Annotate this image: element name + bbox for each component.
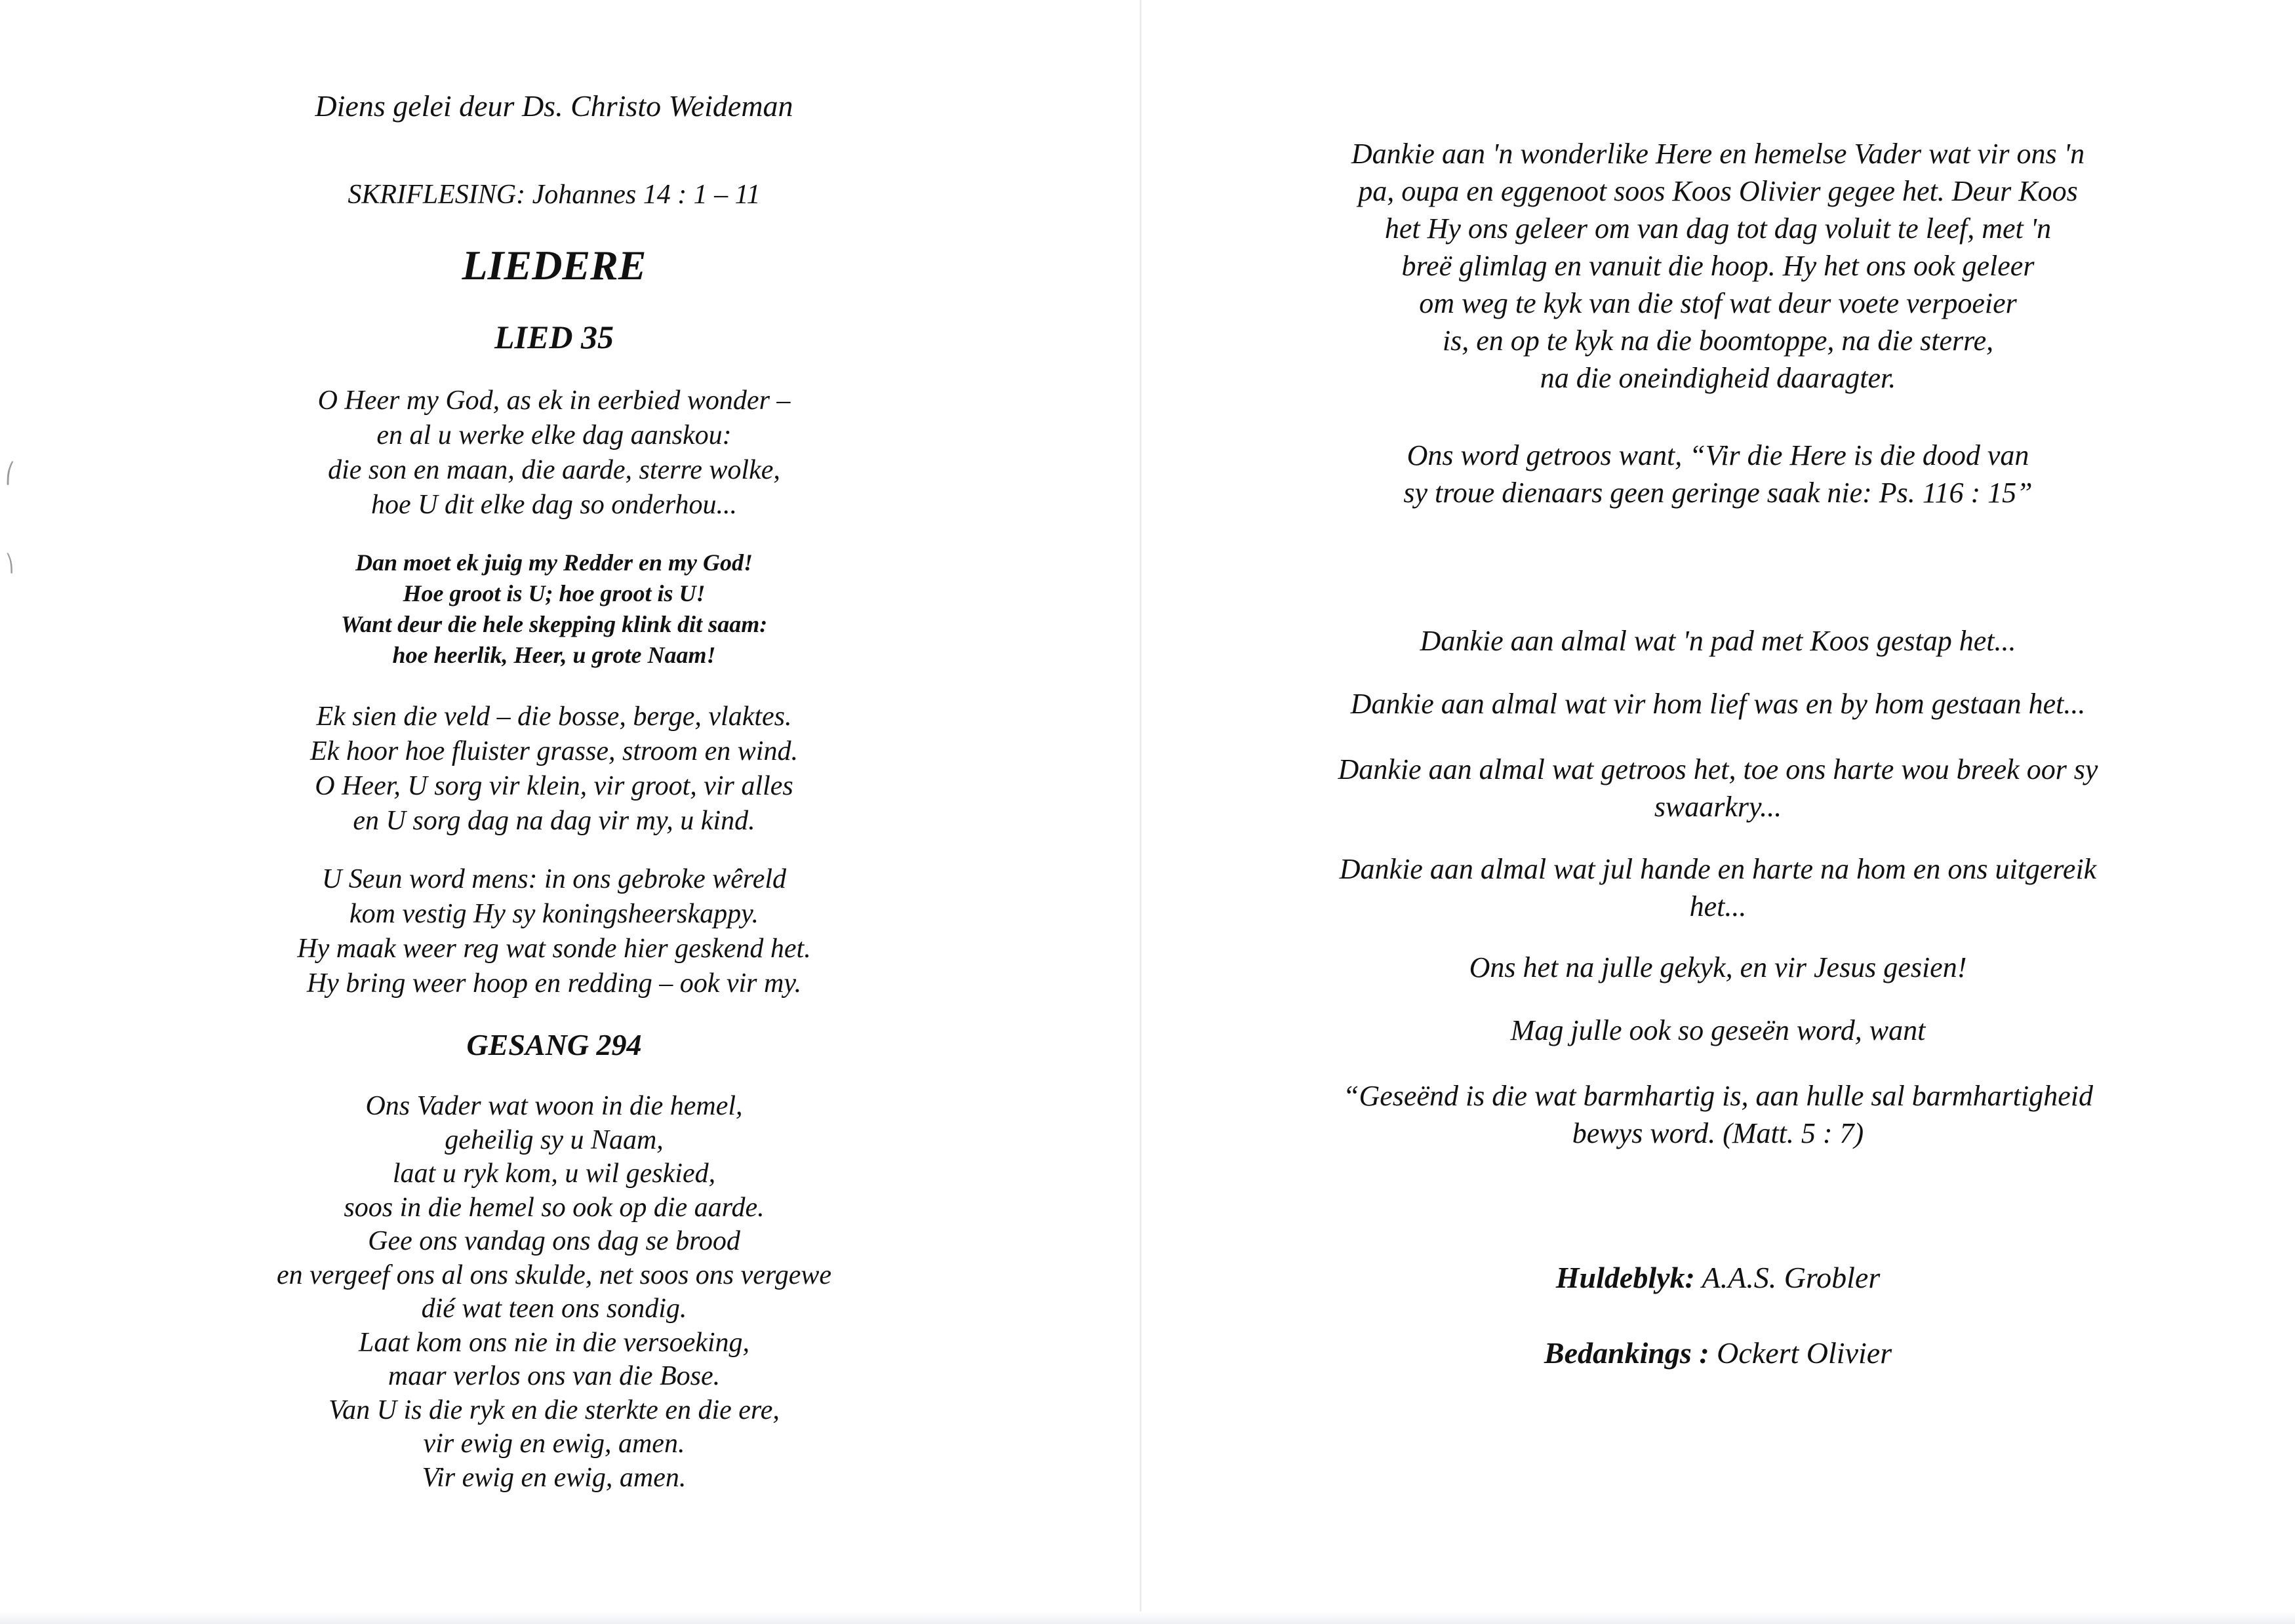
tribute-credit-label: Huldeblyk: — [1555, 1261, 1695, 1294]
verse-line: kom vestig Hy sy koningsheerskappy. — [349, 899, 759, 929]
hymn1-verse1 — [0, 384, 1108, 523]
tribute-line: pa, oupa en eggenoot soos Koos Olivier gegee het. Deur Koos — [1358, 175, 2078, 207]
verse-line: Ek sien die veld – die bosse, berge, vlaktes. — [316, 702, 792, 732]
lyric-line: maar verlos ons van die Bose. — [388, 1361, 721, 1391]
tribute-line: na die oneindigheid daaragter. — [1540, 362, 1896, 394]
service-leader: Diens gelei deur Ds. Christo Weideman — [315, 89, 793, 123]
scan-edge — [0, 1612, 2295, 1624]
lyric-line: Vir ewig en ewig, amen. — [422, 1462, 687, 1493]
lyric-line: Ons Vader wat woon in die hemel, — [365, 1091, 743, 1121]
comfort-paragraph — [1141, 437, 2295, 511]
thanks-credit — [1141, 1336, 2295, 1370]
verse-line: Hy maak weer reg wat sonde hier geskend het. — [297, 934, 811, 964]
scripture-reading: SKRIFLESING: Johannes 14 : 1 – 11 — [348, 180, 761, 210]
verse-line: Hy bring weer hoop en redding – ook vir my. — [306, 968, 802, 999]
scan-mark: ⎞ — [5, 554, 14, 573]
hymn1-chorus — [0, 547, 1108, 671]
lyric-line: Gee ons vandag ons dag se brood — [368, 1226, 740, 1256]
chorus-line: hoe heerlik, Heer, u grote Naam! — [392, 642, 716, 668]
tribute-credit-name: A.A.S. Grobler — [1702, 1261, 1881, 1294]
tribute-line: om weg te kyk van die stof wat deur voete verpoeier — [1419, 287, 2017, 319]
lyric-line: Laat kom ons nie in die versoeking, — [358, 1327, 750, 1358]
tribute-line: het Hy ons geleer om van dag tot dag voluit te leef, met 'n — [1384, 212, 2052, 245]
lyric-line: geheilig sy u Naam, — [445, 1124, 664, 1155]
hymn1-title: LIED 35 — [494, 319, 614, 355]
verse-line: O Heer my God, as ek in eerbied wonder – — [317, 386, 791, 416]
tribute-line: breë glimlag en vanuit die hoop. Hy het ons ook geleer — [1401, 250, 2035, 282]
chorus-line: Hoe groot is U; hoe groot is U! — [403, 580, 706, 606]
verse-line: Ek hoor hoe fluister grasse, stroom en wind. — [310, 736, 798, 766]
thanks-credit-label: Bedankings : — [1544, 1336, 1709, 1370]
beatitude-line: bewys word. (Matt. 5 : 7) — [1572, 1117, 1864, 1149]
hymn2-lyrics — [0, 1090, 1108, 1495]
lyric-line: laat u ryk kom, u wil geskied, — [392, 1159, 716, 1189]
looked-at-you: Ons het na julle gekyk, en vir Jesus gesien! — [1469, 951, 1967, 983]
beatitude-quote — [1141, 1077, 2295, 1152]
hymn1-verse2 — [0, 700, 1108, 839]
lyric-line: dié wat teen ons sondig. — [421, 1294, 687, 1324]
hymn2-title: GESANG 294 — [466, 1028, 642, 1061]
right-page — [1141, 0, 2295, 1624]
verse-line: O Heer, U sorg vir klein, vir groot, vir alles — [315, 771, 793, 801]
thanks-line: Dankie aan almal wat jul hande en harte na hom en ons uitgereik — [1339, 853, 2097, 885]
tribute-line: Dankie aan 'n wonderlike Here en hemelse Vader wat vir ons 'n — [1351, 138, 2085, 170]
verse-line: hoe U dit elke dag so onderhou... — [371, 490, 737, 520]
verse-line: U Seun word mens: in ons gebroke wêreld — [321, 864, 787, 894]
thanks-credit-name: Ockert Olivier — [1717, 1336, 1892, 1370]
verse-line: en al u werke elke dag aanskou: — [376, 420, 732, 450]
thanks-walked: Dankie aan almal wat 'n pad met Koos gestap het... — [1420, 625, 2016, 657]
thanks-comforted — [1141, 751, 2295, 825]
thanks-line: swaarkry... — [1654, 791, 1782, 823]
tribute-credit — [1141, 1260, 2295, 1295]
lyric-line: soos in die hemel so ook op die aarde. — [344, 1192, 765, 1223]
hymn1-verse3 — [0, 862, 1108, 1001]
blessing-line: Mag julle ook so geseën word, want — [1510, 1014, 1926, 1046]
scan-mark: ⎛ — [5, 463, 15, 485]
thanks-line: Dankie aan almal wat getroos het, toe ons harte wou breek oor sy — [1338, 753, 2098, 785]
comfort-line: Ons word getroos want, “Vir die Here is die dood van — [1407, 439, 2029, 471]
lyric-line: vir ewig en ewig, amen. — [423, 1429, 685, 1459]
thanks-line: het... — [1689, 890, 1747, 922]
left-page — [0, 0, 1141, 1624]
thanks-loved: Dankie aan almal wat vir hom lief was en by hom gestaan het... — [1350, 688, 2086, 720]
songs-heading: LIEDERE — [462, 242, 647, 288]
verse-line: en U sorg dag na dag vir my, u kind. — [353, 806, 755, 836]
chorus-line: Want deur die hele skepping klink dit saam: — [340, 611, 768, 637]
verse-line: die son en maan, die aarde, sterre wolke, — [328, 455, 780, 485]
chorus-line: Dan moet ek juig my Redder en my God! — [355, 549, 753, 576]
lyric-line: en vergeef ons al ons skulde, net soos ons vergewe — [276, 1259, 832, 1290]
thanks-reached-out — [1141, 850, 2295, 925]
tribute-paragraph — [1141, 135, 2295, 397]
tribute-line: is, en op te kyk na die boomtoppe, na die sterre, — [1442, 325, 1994, 357]
lyric-line: Van U is die ryk en die sterkte en die ere, — [329, 1395, 780, 1425]
beatitude-line: “Geseënd is die wat barmhartig is, aan hulle sal barmhartigheid — [1343, 1080, 2093, 1112]
comfort-line: sy troue dienaars geen geringe saak nie: Ps. 116 : 15” — [1403, 477, 2033, 509]
